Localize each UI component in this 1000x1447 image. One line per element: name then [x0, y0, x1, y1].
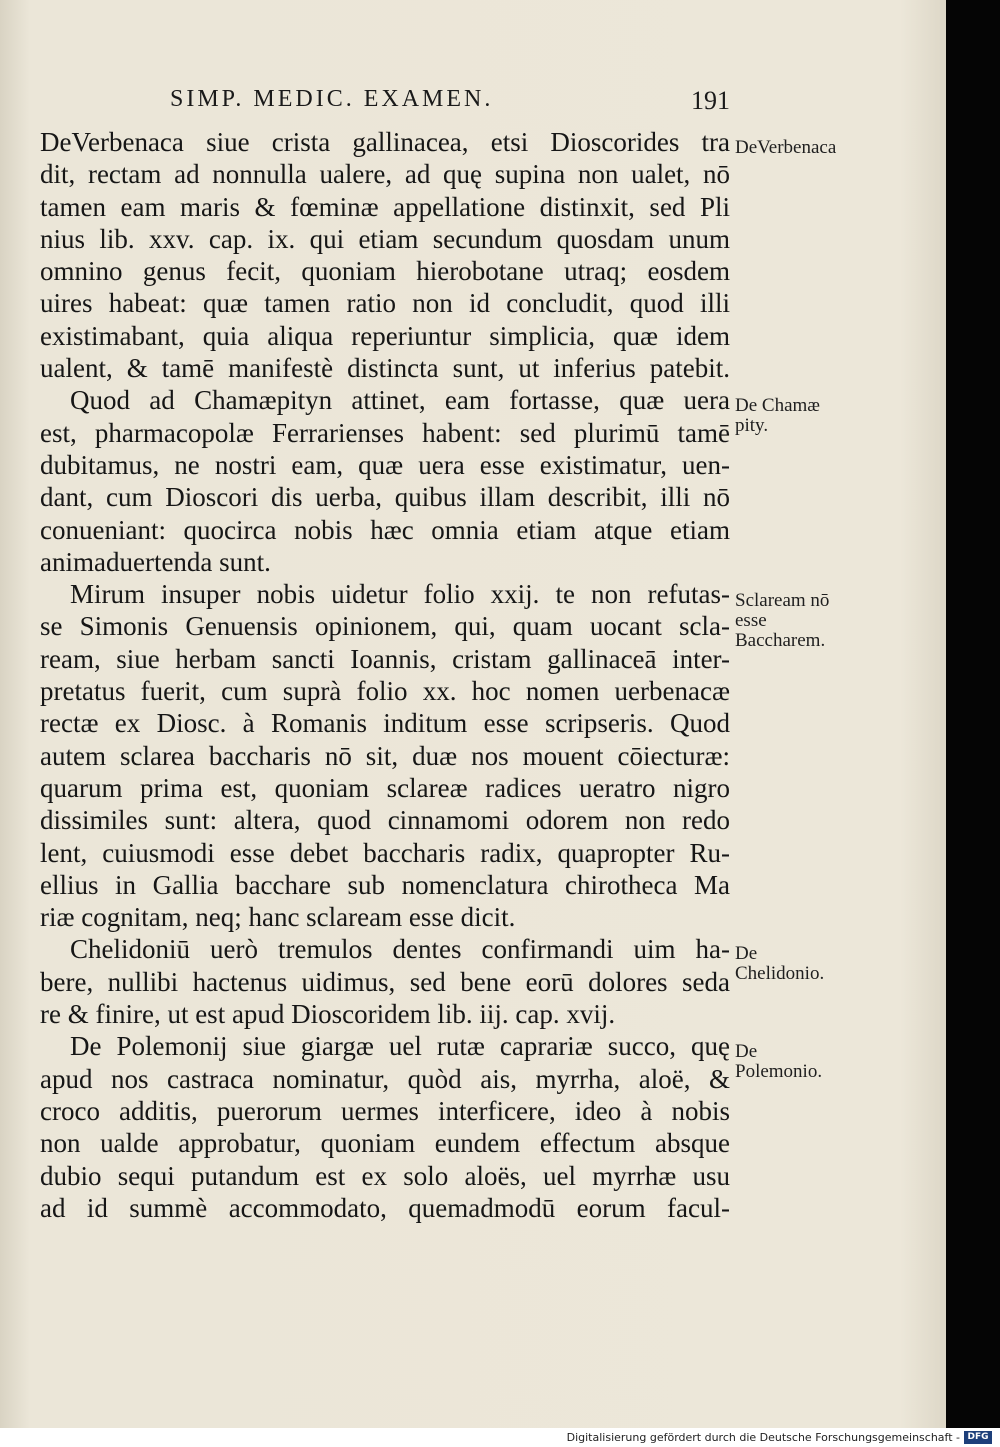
text-line: quarum prima est, quoniam sclareæ radices ueratro nigro	[40, 772, 730, 803]
text-line: croco additis, puerorum uermes interficere, ideo à nobis	[40, 1095, 730, 1126]
text-line: tamen eam maris & fœminæ appellatione distinxit, sed Pli	[40, 191, 730, 222]
text-line: est, pharmacopolæ Ferrarienses habent: sed plurimū tamē	[40, 417, 730, 448]
text-line: pretatus fuerit, cum suprà folio xx. hoc nomen uerbenacæ	[40, 676, 730, 707]
text-line: bere, nullibi hactenus uidimus, sed bene eorū dolores seda	[40, 966, 730, 997]
text-line: Quod ad Chamæpityn attinet, eam fortasse, quæ uera	[70, 385, 730, 416]
text-line: dubio sequi putandum est ex solo aloës, uel myrrhæ usu	[40, 1160, 730, 1191]
text-line: lent, cuiusmodi esse debet baccharis radix, quapropter Ru-	[40, 837, 730, 868]
margin-note-chelidonium: De Chelidonio.	[735, 943, 825, 984]
paragraph-chamaepitys	[40, 384, 730, 578]
running-title: SIMP. MEDIC. EXAMEN.	[170, 86, 494, 112]
text-line: se Simonis Genuensis opinionem, qui, quam uocant scla-	[40, 611, 730, 642]
paragraph-chelidonium	[40, 933, 730, 1030]
text-line: dubitamus, ne nostri eam, quæ uera esse existimatur, uen-	[40, 449, 730, 480]
text-line: ualent, & tamē manifestè distincta sunt, ut inferius patebit.	[40, 353, 730, 384]
text-line: nius lib. xxv. cap. ix. qui etiam secundum quosdam unum	[40, 223, 730, 254]
running-header	[170, 86, 730, 120]
text-line: animaduertenda sunt.	[40, 546, 271, 577]
text-line: riæ cognitam, neq; hanc sclaream esse dicit.	[40, 902, 516, 933]
text-line: autem sclarea baccharis nō sit, duæ nos mouent cōiecturæ:	[40, 740, 730, 771]
paragraph-sclarea	[40, 578, 730, 933]
paragraph-polemonium	[40, 1030, 730, 1224]
text-line: dant, cum Dioscori dis uerba, quibus illam describit, illi nō	[40, 482, 730, 513]
funding-notice: Digitalisierung gefördert durch die Deutsche Forschungsgemeinschaft -	[566, 1431, 960, 1444]
margin-note-sclarea: Sclaream nō esse Baccharem.	[735, 590, 830, 651]
text-line: ad id summè accommodato, quemadmodū eorum facul-	[40, 1192, 730, 1223]
main-text	[40, 126, 730, 1224]
text-line: uires habeat: quæ tamen ratio non id concludit, quod illi	[40, 288, 730, 319]
text-line: conueniant: quocirca nobis hæc omnia etiam atque etiam	[40, 514, 730, 545]
margin-note-chamaepitys: De Chamæ pity.	[735, 395, 820, 436]
page-number: 191	[691, 86, 730, 115]
paragraph-verbenaca	[40, 126, 730, 384]
text-line: Mirum insuper nobis uidetur folio xxij. te non refutas-	[70, 579, 730, 610]
text-line: Chelidoniū uerò tremulos dentes confirmandi uim ha-	[70, 934, 730, 965]
text-line: re & finire, ut est apud Dioscoridem lib. iij. cap. xvij.	[40, 999, 616, 1030]
text-line: omnino genus fecit, quoniam hierobotane utraq; eosdem	[40, 256, 730, 287]
text-line: non ualde approbatur, quoniam eundem effectum absque	[40, 1128, 730, 1159]
text-line: dissimiles sunt: altera, quod cinnamomi odorem non redo	[40, 805, 730, 836]
dfg-logo: DFG	[964, 1431, 992, 1444]
text-line: DeVerbenaca siue crista gallinacea, etsi Dioscorides tra	[40, 127, 730, 157]
text-line: ellius in Gallia bacchare sub nomenclatura chirotheca Ma	[40, 869, 730, 900]
text-line: De Polemonij siue giargæ uel rutæ caprariæ succo, quę	[70, 1031, 730, 1062]
margin-note-polemonium: De Polemonio.	[735, 1041, 823, 1082]
margin-note-verbenaca: DeVerbenaca	[735, 137, 837, 158]
text-line: rectæ ex Diosc. à Romanis inditum esse scripseris. Quod	[40, 708, 730, 739]
text-line: ream, siue herbam sancti Ioannis, cristam gallinaceā inter-	[40, 643, 730, 674]
text-line: apud nos castraca nominatur, quòd ais, myrrha, aloë, &	[40, 1063, 730, 1094]
text-line: dit, rectam ad nonnulla ualere, ad quę supina non ualet, nō	[40, 159, 730, 190]
scan-edge	[946, 0, 1000, 1428]
text-line: existimabant, quia aliqua reperiuntur simplicia, quæ idem	[40, 320, 730, 351]
